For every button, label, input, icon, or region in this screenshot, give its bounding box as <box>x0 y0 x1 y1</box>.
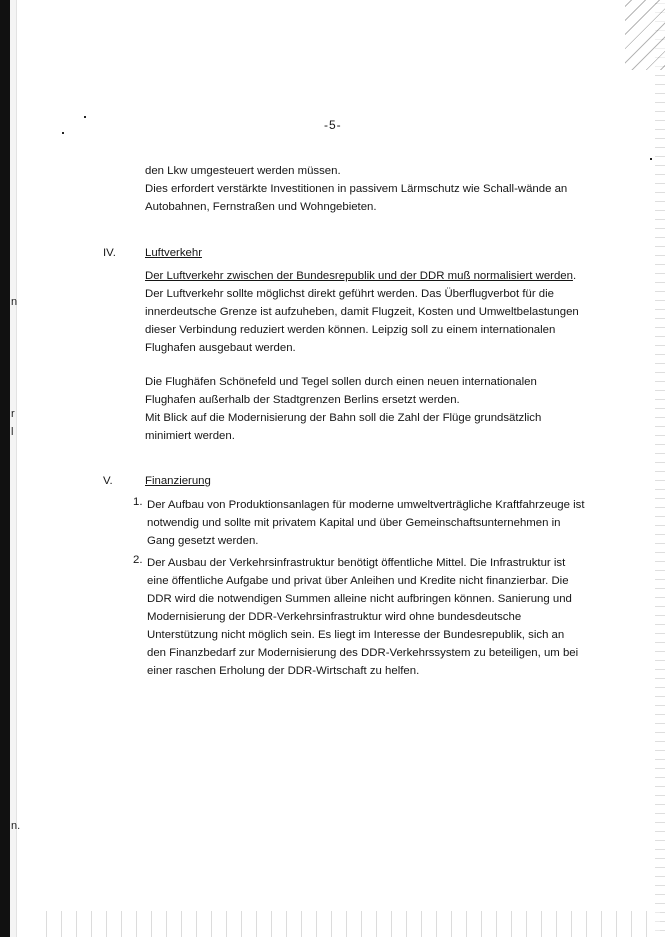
paragraph-text: Mit Blick auf die Modernisierung der Bahn soll die Zahl der Flüge grundsätzlich minimiert werden. <box>145 412 542 442</box>
margin-fragment: n. <box>11 820 21 832</box>
intro-line: den Lkw umgesteuert werden müssen. <box>145 165 341 177</box>
section-numeral: V. <box>103 475 113 487</box>
section-heading: Luftverkehr <box>145 247 202 259</box>
list-item: Der Ausbau der Verkehrsinfrastruktur benötigt öffentliche Mittel. Die Infrastruktur ist eine öffentliche Aufgabe und privat über Anleihen und Kredite nicht finanzierbar. Die DDR wird die notwendigen Summen alleine nicht aufbringen können. Sanierung und Modernisierung der DDR-Verkehrsinfrastruktur wird ohne bundesdeutsche Unterstützung nicht möglich sein. Es liegt im Interesse der Bundesrepublik, sich an den Finanzbedarf zur Modernisierung des DDR-Verkehrssystem zu beteiligen, um bei einer raschen Erholung der DDR-Wirtschaft zu helfen. <box>147 557 579 677</box>
scan-speck <box>62 132 64 134</box>
section-paragraph <box>145 373 585 445</box>
margin-fragment: n <box>11 296 18 308</box>
margin-fragment: l <box>11 426 14 438</box>
scan-speck <box>650 158 652 160</box>
list-number: 2. <box>133 554 143 566</box>
intro-line: Dies erfordert verstärkte Investitionen in passivem Lärmschutz wie Schall-wände an Autobahnen, Fernstraßen und Wohngebieten. <box>145 183 568 213</box>
paragraph-text: . Der Luftverkehr sollte möglichst direkt geführt werden. Das Überflugverbot für die innerdeutsche Grenze ist aufzuheben, damit Flugzeit, Kosten und Umweltbelastungen dieser Verbindung reduziert werden können. Leipzig soll zu einem internationalen Flughafen ausgebaut werden. <box>145 270 579 354</box>
margin-fragment: r <box>11 408 15 420</box>
scan-noise-bottom <box>40 911 660 937</box>
page-number: -5- <box>324 118 342 132</box>
list-number: 1. <box>133 496 143 508</box>
paragraph-text: Die Flughäfen Schönefeld und Tegel sollen durch einen neuen internationalen Flughafen außerhalb der Stadtgrenzen Berlins ersetzt werden. <box>145 376 537 406</box>
section-numeral: IV. <box>103 247 116 259</box>
list-item: Der Aufbau von Produktionsanlagen für moderne umweltverträgliche Kraftfahrzeuge ist notwendig und sollte mit privatem Kapital und über Gemeinschaftsunternehmen in Gang gesetzt werden. <box>147 499 585 547</box>
scan-noise-top-right <box>625 0 665 70</box>
scan-speck <box>84 116 86 118</box>
underlined-statement: Der Luftverkehr zwischen der Bundesrepublik und der DDR muß normalisiert werden <box>145 270 573 282</box>
intro-paragraph <box>145 162 585 216</box>
scan-left-bar <box>0 0 10 937</box>
section-heading: Finanzierung <box>145 475 211 487</box>
section-paragraph <box>145 267 585 357</box>
scan-right-edge <box>655 0 665 937</box>
